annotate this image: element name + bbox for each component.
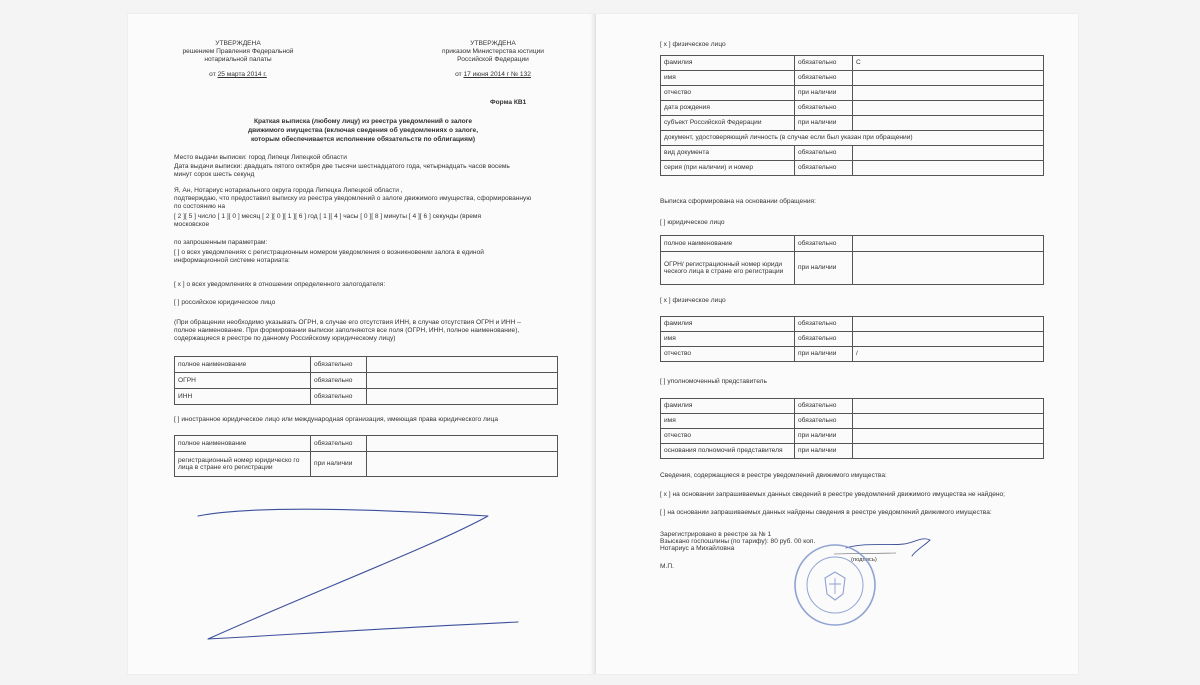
table-row [661, 429, 1044, 444]
field-requirement: обязательно [795, 414, 853, 429]
field-name: субъект Российской Федерации [661, 116, 795, 131]
field-value [853, 252, 1044, 285]
field-name: имя [661, 414, 795, 429]
params-label: по запрошенным параметрам: [174, 239, 268, 246]
section-label: Выписка сформирована на основании обращения: [660, 198, 816, 205]
issue-place: Место выдачи выписки: город Липецк Липецкой области [174, 154, 347, 161]
field-name: полное наименование [175, 357, 311, 373]
scanned-document-spread [128, 14, 1078, 674]
approval-line: решением Правления Федеральной [182, 48, 294, 55]
field-name: регистрационный номер юридическо го лица в стране его регистрации [175, 452, 311, 477]
requester-legal-table [660, 235, 1044, 285]
datetime-line: [ 2 ][ 5 ] число [ 1 ][ 0 ] месяц [ 2 ][ 0 ][ 1 ][ 6 ] год [ 1 ][ 4 ] часы [ 0 ][ 8 ] минуты [ 4 ][ 6 ] секунды (время [174, 213, 482, 220]
field-name: имя [661, 332, 795, 347]
field-value [367, 373, 558, 389]
option-line: информационной системе нотариата: [174, 257, 290, 264]
field-value [853, 146, 1044, 161]
requester-physical-table [660, 316, 1044, 362]
field-value [853, 116, 1044, 131]
option-line: [ ] о всех уведомлениях с регистрационным номером уведомления о возникновении залога в единой [174, 249, 484, 256]
document-heading: Краткая выписка (любому лицу) из реестра уведомлений о залоге движимого имущества (включая сведения об уведомлениях о залоге, которым обеспечивается исполнение обязательств по облигациям) [247, 118, 479, 143]
field-value [853, 414, 1044, 429]
approval-title: УТВЕРЖДЕНА [215, 40, 261, 47]
field-value [853, 332, 1044, 347]
info-option: [ х ] на основании запрашиваемых данных сведений в реестре уведомлений движимого имущества не найдено; [660, 491, 1005, 498]
field-requirement: обязательно [795, 236, 853, 252]
field-requirement: при наличии [795, 429, 853, 444]
section-label: [ ] уполномоченный представитель [660, 378, 767, 385]
table-row [661, 161, 1044, 176]
field-name: ОГРН [175, 373, 311, 389]
field-value [367, 436, 558, 452]
table-row [661, 56, 1044, 71]
field-name: вид документа [661, 146, 795, 161]
table-row [175, 357, 558, 373]
table-row [661, 116, 1044, 131]
option-line: [ ] иностранное юридическое лицо или международная организация, имеющая права юридического лица [174, 416, 498, 423]
field-value [853, 161, 1044, 176]
table-row [661, 399, 1044, 414]
field-name: фамилия [661, 399, 795, 414]
field-requirement: обязательно [795, 56, 853, 71]
approval-block-left [168, 40, 308, 79]
approval-line: приказом Министерства юстиции [442, 48, 544, 55]
approval-date: от 17 июня 2014 г № 132 [455, 71, 531, 78]
field-requirement: обязательно [795, 146, 853, 161]
table-row [661, 101, 1044, 116]
field-value [853, 399, 1044, 414]
field-value [853, 444, 1044, 459]
registry-number: Зарегистрировано в реестре за № 1 [660, 531, 772, 538]
field-requirement: при наличии [795, 444, 853, 459]
field-requirement: обязательно [795, 71, 853, 86]
physical-person-table [660, 55, 1044, 176]
datetime-line: московское [174, 221, 210, 228]
info-option: [ ] на основании запрашиваемых данных найдены сведения в реестре уведомлений движимого имущества: [660, 509, 992, 516]
table-row [175, 452, 558, 477]
field-requirement: обязательно [311, 373, 367, 389]
field-name: ОГРН/ регистрационный номер юриди ческого лица в стране его регистрации [661, 252, 795, 285]
field-value [853, 86, 1044, 101]
foreign-entity-table [174, 435, 558, 477]
field-requirement: при наличии [795, 252, 853, 285]
field-requirement: обязательно [795, 317, 853, 332]
field-value [853, 101, 1044, 116]
field-value [853, 429, 1044, 444]
section-label: [ х ] физическое лицо [660, 41, 726, 48]
field-value [853, 317, 1044, 332]
table-row [661, 146, 1044, 161]
field-name: документ, удостоверяющий личность (в случае если был указан при обращении) [661, 131, 1044, 146]
field-requirement: при наличии [795, 86, 853, 101]
field-value: С [853, 56, 1044, 71]
section-label: [ ] юридическое лицо [660, 219, 725, 226]
field-name: ИНН [175, 389, 311, 405]
table-row [175, 373, 558, 389]
field-value: / [853, 347, 1044, 362]
notary-statement: Я, Ан, Нотариус нотариального округа города Липецка Липецкой области , [174, 187, 403, 194]
approval-line: нотариальной палаты [204, 56, 272, 63]
field-requirement: обязательно [795, 161, 853, 176]
hand-drawn-z-line [188, 504, 528, 654]
form-label: Форма КВ1 [490, 99, 527, 106]
table-row [661, 236, 1044, 252]
notary-statement: подтверждаю, что предоставил выписку из реестра уведомлений о залоге движимого имущества, сформированную [174, 195, 532, 202]
table-row [661, 71, 1044, 86]
field-name: имя [661, 71, 795, 86]
approval-block-right [423, 40, 563, 79]
notary-name-line: Нотариус а Михайловна [660, 545, 735, 552]
approval-date: от 25 марта 2014 г. [209, 71, 267, 78]
field-name: фамилия [661, 56, 795, 71]
field-name: полное наименование [175, 436, 311, 452]
field-requirement: обязательно [795, 101, 853, 116]
field-requirement: обязательно [795, 332, 853, 347]
field-name: фамилия [661, 317, 795, 332]
table-row [661, 252, 1044, 285]
option-line: [ х ] о всех уведомлениях в отношении определенного залогодателя: [174, 281, 386, 288]
field-value [367, 389, 558, 405]
field-name: основания полномочий представителя [661, 444, 795, 459]
notary-statement: по состоянию на [174, 203, 225, 210]
field-name: дата рождения [661, 101, 795, 116]
seal-placeholder: М.П. [660, 563, 674, 570]
note-line: полное наименование. При формировании выписки заполняются все поля (ОГРН, ИНН, полное наименование), [174, 327, 520, 334]
info-label: Сведения, содержащиеся в реестре уведомлений движимого имущества: [660, 472, 887, 479]
field-name: серия (при наличии) и номер [661, 161, 795, 176]
table-row [661, 317, 1044, 332]
table-row [661, 414, 1044, 429]
field-requirement: обязательно [311, 436, 367, 452]
field-value [367, 452, 558, 477]
issue-date-line: минут сорок шесть секунд [174, 171, 255, 178]
field-name: отчество [661, 86, 795, 101]
field-name: полное наименование [661, 236, 795, 252]
field-requirement: обязательно [311, 389, 367, 405]
field-value [853, 236, 1044, 252]
table-row [661, 332, 1044, 347]
approval-line: Российской Федерации [457, 56, 529, 63]
table-row [175, 389, 558, 405]
notary-seal [792, 542, 878, 628]
field-requirement: при наличии [795, 116, 853, 131]
field-requirement: обязательно [795, 399, 853, 414]
issue-date-line: Дата выдачи выписки: двадцать пятого октября две тысячи шестнадцатого года, четырнадцать часов восемь [174, 163, 510, 170]
table-row [661, 86, 1044, 101]
legal-entity-table [174, 356, 558, 405]
field-name: отчество [661, 347, 795, 362]
field-requirement: при наличии [795, 347, 853, 362]
table-row [661, 444, 1044, 459]
table-row [661, 347, 1044, 362]
table-row [661, 131, 1044, 146]
right-page [596, 14, 1078, 674]
signature-caption: (подпись) [851, 557, 877, 563]
section-label: [ х ] физическое лицо [660, 297, 726, 304]
representative-table [660, 398, 1044, 459]
fee-line: Взыскано госпошлины (по тарифу): 80 руб. 00 коп. [660, 538, 816, 545]
field-requirement: при наличии [311, 452, 367, 477]
note-line: содержащиеся в реестре по данному Российскому юридическому лицу) [174, 335, 396, 342]
field-name: отчество [661, 429, 795, 444]
field-requirement: обязательно [311, 357, 367, 373]
note-line: (При обращении необходимо указывать ОГРН, в случае его отсутствия ИНН, в случае отсутствия ОГРН и ИНН – [174, 319, 521, 326]
left-page [128, 14, 596, 674]
field-value [853, 71, 1044, 86]
approval-title: УТВЕРЖДЕНА [470, 40, 516, 47]
option-line: [ ] российское юридическое лицо [174, 299, 276, 306]
table-row [175, 436, 558, 452]
field-value [367, 357, 558, 373]
